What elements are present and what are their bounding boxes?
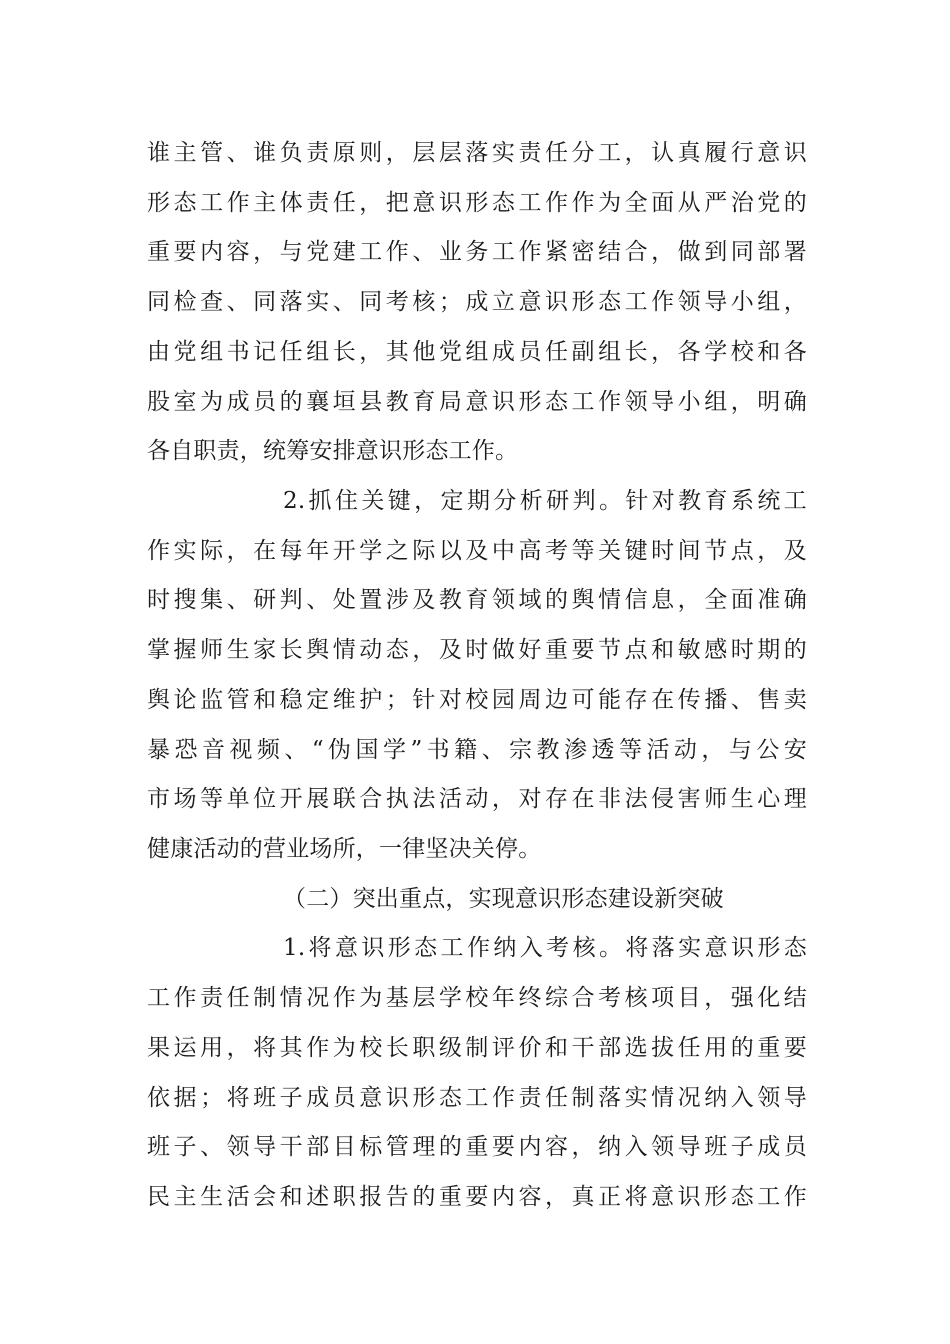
- paragraph-1-line-6: 股室为成员的襄垣县教育局意识形态工作领导小组，明确: [147, 389, 807, 415]
- paragraph-2-line-3: 时搜集、研判、处置涉及教育领域的舆情信息，全面准确: [147, 587, 807, 613]
- paragraph-3-line-3: 果运用，将其作为校长职级制评价和干部选拔任用的重要: [147, 1035, 807, 1061]
- paragraph-1-line-3: 重要内容，与党建工作、业务工作紧密结合，做到同部署: [147, 239, 807, 265]
- paragraph-2-line-8: 健康活动的营业场所，一律坚决关停。: [147, 836, 542, 862]
- section-heading: （二）突出重点，实现意识形态建设新突破: [283, 886, 724, 912]
- paragraph-1-line-7: 各自职责，统筹安排意识形态工作。: [147, 438, 519, 464]
- paragraph-3-line-4: 依据；将班子成员意识形态工作责任制落实情况纳入领导: [147, 1085, 807, 1111]
- paragraph-2-line-7: 市场等单位开展联合执法活动，对存在非法侵害师生心理: [147, 786, 807, 812]
- paragraph-3-line-5: 班子、领导干部目标管理的重要内容，纳入领导班子成员: [147, 1134, 807, 1160]
- paragraph-3-line-2: 工作责任制情况作为基层学校年终综合考核项目，强化结: [147, 985, 807, 1011]
- paragraph-1-line-2: 形态工作主体责任，把意识形态工作作为全面从严治党的: [147, 190, 807, 216]
- paragraph-2-line-4: 掌握师生家长舆情动态，及时做好重要节点和敏感时期的: [147, 637, 807, 663]
- paragraph-3-line-6: 民主生活会和述职报告的重要内容，真正将意识形态工作: [147, 1184, 807, 1210]
- paragraph-2-line-1: 2.抓住关键，定期分析研判。针对教育系统工: [283, 488, 807, 514]
- paragraph-3-line-1: 1.将意识形态工作纳入考核。将落实意识形态: [283, 935, 807, 961]
- paragraph-2-line-5: 舆论监管和稳定维护；针对校园周边可能存在传播、售卖: [147, 687, 807, 713]
- paragraph-1-line-1: 谁主管、谁负责原则，层层落实责任分工，认真履行意识: [147, 140, 807, 166]
- paragraph-1-line-4: 同检查、同落实、同考核；成立意识形态工作领导小组，: [147, 289, 807, 315]
- paragraph-2-line-6: 暴恐音视频、“伪国学”书籍、宗教渗透等活动，与公安: [147, 737, 807, 763]
- paragraph-2-line-2: 作实际，在每年开学之际以及中高考等关键时间节点，及: [147, 538, 807, 564]
- paragraph-1-line-5: 由党组书记任组长，其他党组成员任副组长，各学校和各: [147, 339, 807, 365]
